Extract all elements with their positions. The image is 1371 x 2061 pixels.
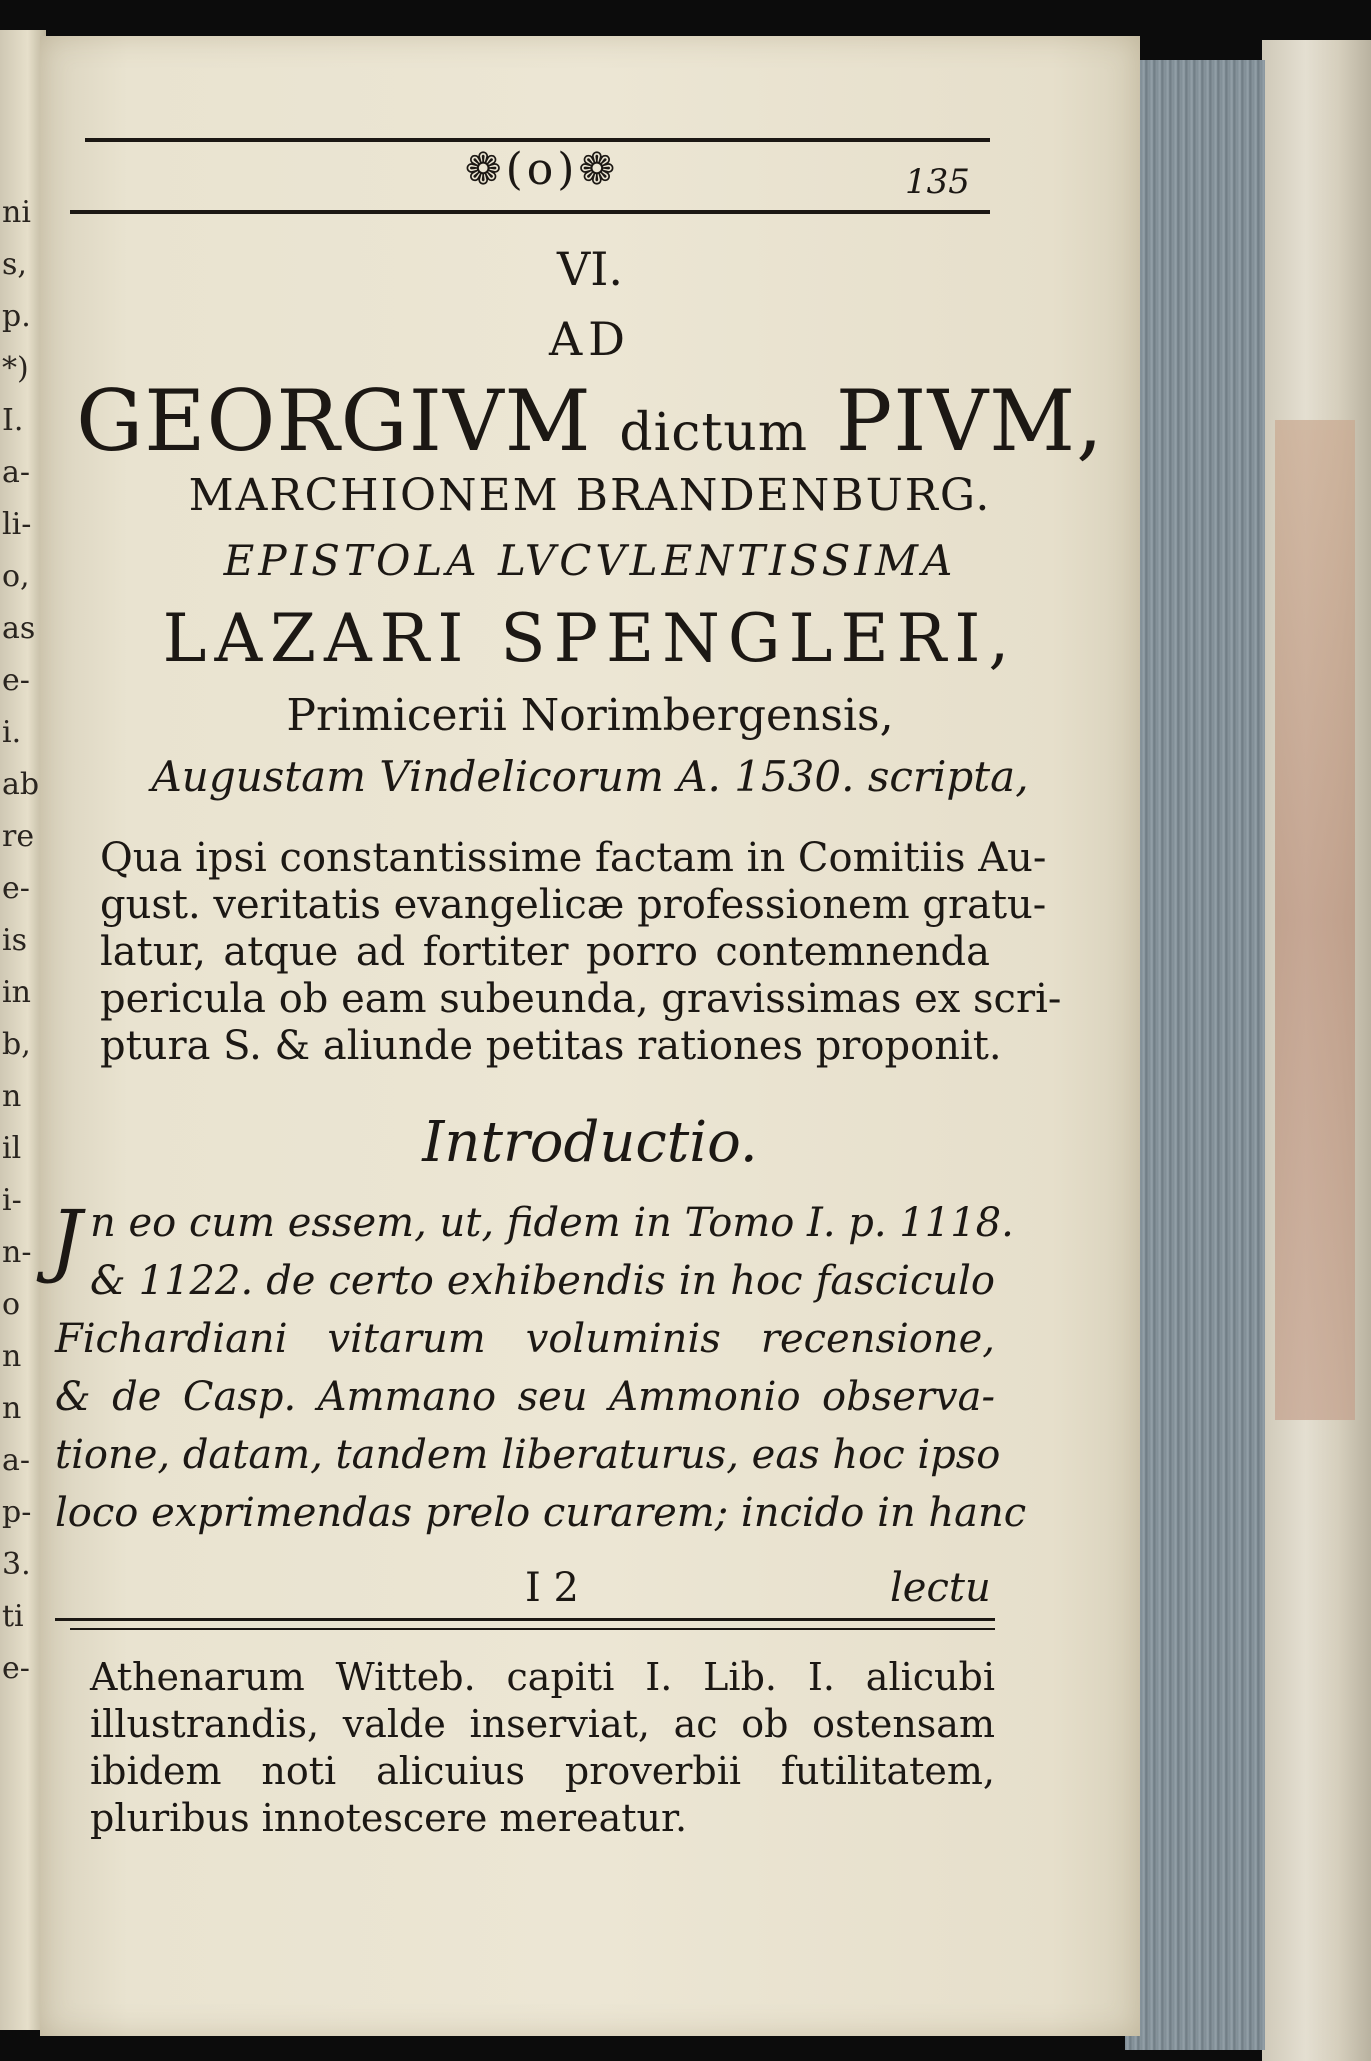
page-number: 135 bbox=[905, 162, 970, 202]
previous-page-fragment: *) bbox=[2, 351, 29, 386]
title-georgium-name: GEORGIVM bbox=[76, 372, 620, 470]
footnote-rule-bottom bbox=[70, 1628, 995, 1630]
previous-page-fragment: re bbox=[2, 819, 35, 854]
title-epistola: EPISTOLA LVCVLENTISSIMA bbox=[223, 536, 957, 585]
title-place-date: Augustam Vindelicorum A. 1530. scripta, bbox=[151, 752, 1029, 801]
previous-page-fragment: a- bbox=[2, 1443, 31, 1478]
previous-page-fragment: 3. bbox=[2, 1547, 31, 1582]
previous-page-fragment: i- bbox=[2, 1183, 22, 1218]
previous-page-fragment: o bbox=[2, 1287, 21, 1322]
footnote-line: ibidem noti alicuius proverbii futilitatem, bbox=[90, 1749, 995, 1793]
summary-line: gust. veritatis evangelicæ professionem gratu- bbox=[100, 882, 1047, 928]
previous-page-fragment: li- bbox=[2, 507, 32, 542]
body-line: Fichardiani vitarum voluminis recensione, bbox=[55, 1316, 995, 1362]
body-line: loco exprimendas prelo curarem; incido in hanc bbox=[55, 1490, 1027, 1536]
title-author: LAZARI SPENGLERI, bbox=[162, 600, 1018, 677]
previous-page-fragment: I. bbox=[2, 403, 24, 438]
footnote-rule-top bbox=[55, 1618, 995, 1621]
footnote-line: Athenarum Witteb. capiti I. Lib. I. alicubi bbox=[90, 1655, 995, 1699]
title-pium: PIVM, bbox=[808, 372, 1104, 470]
footnote-line: illustrandis, valde inserviat, ac ob ostensam bbox=[90, 1702, 995, 1746]
body-line: tione, datam, tandem liberaturus, eas hoc ipso bbox=[55, 1432, 1001, 1478]
previous-page-fragment: e- bbox=[2, 663, 30, 698]
previous-page-fragment: n bbox=[2, 1339, 22, 1374]
title-primicerii: Primicerii Norimbergensis, bbox=[286, 690, 894, 741]
summary-line: pericula ob eam subeunda, gravissimas ex scri- bbox=[100, 976, 1062, 1022]
previous-page-fragment: n bbox=[2, 1391, 22, 1426]
chapter-number: VI. bbox=[556, 242, 623, 296]
header-rule-bottom bbox=[70, 210, 990, 214]
previous-page-fragment: p. bbox=[2, 299, 31, 334]
summary-line: Qua ipsi constantissime factam in Comitiis Au- bbox=[100, 835, 1047, 881]
previous-page-fragment: e- bbox=[2, 871, 30, 906]
previous-page-fragment: i. bbox=[2, 715, 22, 750]
previous-page-fragment: e- bbox=[2, 1651, 30, 1686]
summary-line: ptura S. & aliunde petitas rationes proponit. bbox=[100, 1023, 1002, 1069]
previous-page-fragment: b, bbox=[2, 1027, 31, 1062]
previous-page-fragment: ab bbox=[2, 767, 40, 802]
previous-page-fragment: ni bbox=[2, 195, 31, 230]
previous-page-fragment: in bbox=[2, 975, 31, 1010]
previous-page-fragment: n bbox=[2, 1079, 22, 1114]
previous-page-fragment: as bbox=[2, 611, 36, 646]
footnote-line: pluribus innotescere mereatur. bbox=[90, 1796, 688, 1840]
previous-page-fragment: p- bbox=[2, 1495, 32, 1530]
header-ornament: ❁(o)❁ bbox=[464, 144, 620, 195]
drop-cap: J bbox=[50, 1193, 83, 1286]
binding-stain bbox=[1275, 420, 1355, 1420]
previous-page-fragment: ti bbox=[2, 1599, 24, 1634]
body-line: & 1122. de certo exhibendis in hoc fasciculo bbox=[90, 1258, 995, 1304]
previous-page-fragment: a- bbox=[2, 455, 31, 490]
title-ad: AD bbox=[548, 312, 632, 366]
previous-page-fragment: s, bbox=[2, 247, 27, 282]
title-georgium bbox=[40, 372, 1140, 470]
previous-page-fragment: o, bbox=[2, 559, 30, 594]
summary-line: latur, atque ad fortiter porro contemnenda bbox=[100, 929, 990, 975]
previous-page-fragment: il bbox=[2, 1131, 22, 1166]
previous-page-fragment: n- bbox=[2, 1235, 32, 1270]
page-stack-edge bbox=[1125, 60, 1265, 2050]
section-heading: Introductio. bbox=[422, 1110, 758, 1175]
title-dictum: dictum bbox=[619, 403, 809, 463]
catchword: lectu bbox=[890, 1565, 991, 1611]
body-line: n eo cum essem, ut, fidem in Tomo I. p. 1118. bbox=[90, 1200, 1014, 1246]
signature-mark: I 2 bbox=[525, 1565, 579, 1611]
previous-page-fragment: is bbox=[2, 923, 27, 958]
title-marchionem: MARCHIONEM BRANDENBURG. bbox=[188, 470, 992, 521]
body-line: & de Casp. Ammano seu Ammonio observa- bbox=[55, 1374, 995, 1420]
